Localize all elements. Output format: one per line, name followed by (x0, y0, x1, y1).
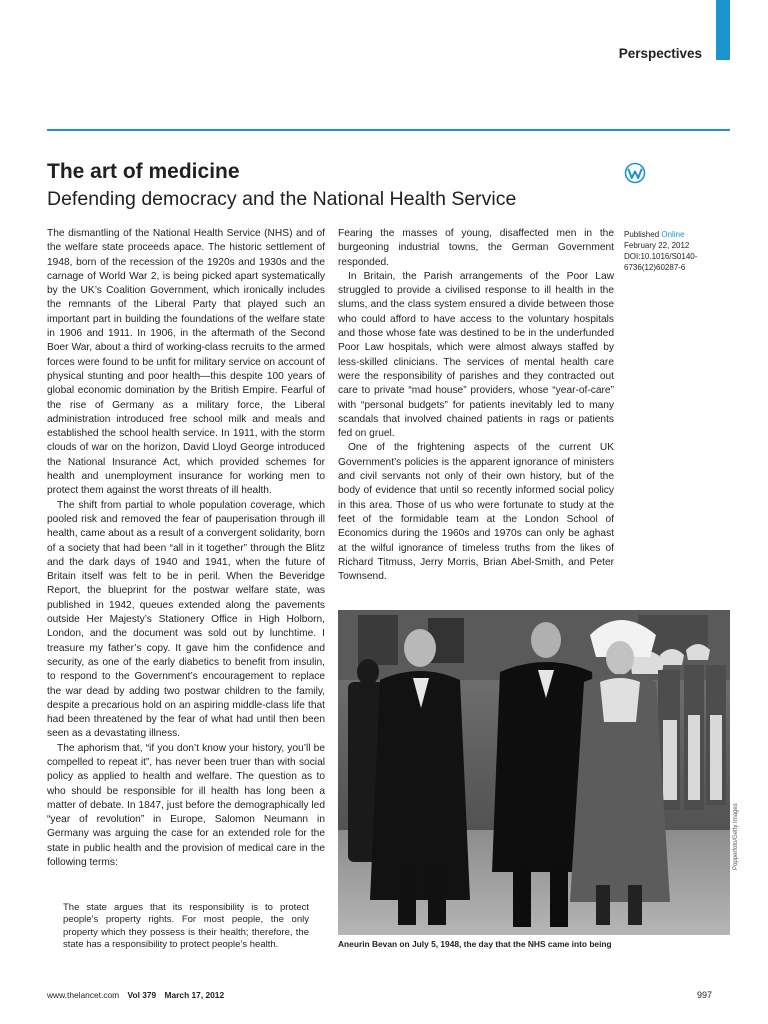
article-subtitle: Defending democracy and the National Health Service (47, 188, 517, 210)
accent-bar (716, 0, 730, 60)
published-date: February 22, 2012 (624, 241, 690, 250)
footer (47, 990, 224, 1000)
body-column-1 (47, 227, 325, 870)
photo-caption: Aneurin Bevan on July 5, 1948, the day that the NHS came into being (338, 939, 612, 949)
publication-info (624, 229, 728, 273)
footer-volume: Vol 379 (127, 990, 157, 1000)
body-column-2 (338, 227, 614, 584)
historical-photo (338, 610, 730, 935)
paragraph: In Britain, the Parish arrangements of the Poor Law struggled to provide a civilised response to ill health in the slums, and the class system ensured a divide between those who could afford to have access to the voluntary hospitals and those whose fate was destined to be in the underfunded Poor Law hospitals, which were almost always staffed by less-skilled clinicians. The services of mental health care were the responsibility of parishes and they contracted out care to private “mad house” providers, whose “year-of-care” with “personal budgets” for patients inevitably led to many scandals that involved chained patients in rags or patients fed on gruel. (338, 270, 614, 440)
header-rule (47, 129, 730, 131)
section-label: Perspectives (618, 46, 702, 61)
paragraph: One of the frightening aspects of the current UK Government’s policies is the apparent ignorance of ministers and civil servants not only of their own history, but of the body of evidence that until so recently informed social policy in this area. Those of us who were fortunate to study at the feet of the formidable team at the London School of Economics during the 1960s and 1970s can only be aghast at the wilful ignorance of timeless truths from the likes of Richard Titmuss, Jerry Morris, Brian Abel-Smith, and Peter Townsend. (338, 442, 614, 583)
paragraph: The aphorism that, “if you don’t know your history, you’ll be compelled to repeat it”, has never been truer than with social policy as applied to health and welfare. The question as to who should be responsible for ill health has long been a matter of debate. In 1847, just before the demographically led “year of revolution” in Europe, Salomon Neumann in Germany was arguing the case for an extended role for the state in public health and the provision of medical care in the following terms: (47, 742, 325, 869)
paragraph: The dismantling of the National Health Service (NHS) and of the welfare state proceeds apace. The historic settlement of 1948, born of the recession of the 1920s and 1930s and the carnage of World War 2, is being picked apart systematically by the UK’s Coalition Government, which ironically includes the remnants of the Liberal Party that played such an important part in building the foundations of the welfare state in 1906 and 1911. In 1906, in the aftermath of the Second Boer War, about a third of working-class recruits to the armed forces were found to be unfit for military service on account of physical stunting and poor health—this despite 100 years of global economic domination by the British Empire. Fearful of the rise of Germany as a military force, the Liberal administration introduced free school milk and meals and established the school health service. In 1911, with the storm clouds of war on the horizon, David Lloyd George introduced the National Insurance Act, which provided schemes for health and unemployment insurance for working men to protect them against the worst threats of ill health. (47, 228, 325, 497)
block-quote: The state argues that its responsibility is to protect people’s property rights. For most people, the only property which they possess is their health; therefore, the state has a responsibility to protect people’s health. (63, 902, 309, 951)
doi: DOI:10.1016/S0140-6736(12)60287-6 (624, 252, 698, 272)
footer-date: March 17, 2012 (164, 990, 225, 1000)
article-title: The art of medicine (47, 160, 240, 183)
published-label: Published (624, 230, 662, 239)
page-number: 997 (696, 990, 712, 1000)
photo-credit: Popperfoto/Getty Images (733, 803, 739, 870)
paragraph: Fearing the masses of young, disaffected men in the burgeoning industrial towns, the German Government responded. (338, 228, 614, 268)
web-extra-icon[interactable] (624, 162, 646, 184)
online-link[interactable]: Online (661, 230, 685, 239)
paragraph: The shift from partial to whole population coverage, which pooled risk and removed the fear of pauperisation through ill health, came about as a result of a convergent solidarity, born of a society that had been “all in it together” through the Blitz and the dark days of 1940 and 1941, when the future of Britain itself was felt to be in peril. When the Beveridge Report, the blueprint for the postwar welfare state, was published in 1942, queues extended along the pavements outside Her Majesty’s Stationery Office in High Holborn, London, and the document was sold out by lunchtime. I treasure my father’s copy. It gave him the confidence and security, as one of the early diabetics to benefit from insulin, to respond to the Government’s encouragement to replace the war dead by adding two postwar children to the family, despite a precarious hold on an aspiring middle-class life that had been threatened by the fear of what had until then been seen as a devastating illness. (47, 499, 325, 740)
footer-site[interactable]: www.thelancet.com (47, 990, 120, 1000)
